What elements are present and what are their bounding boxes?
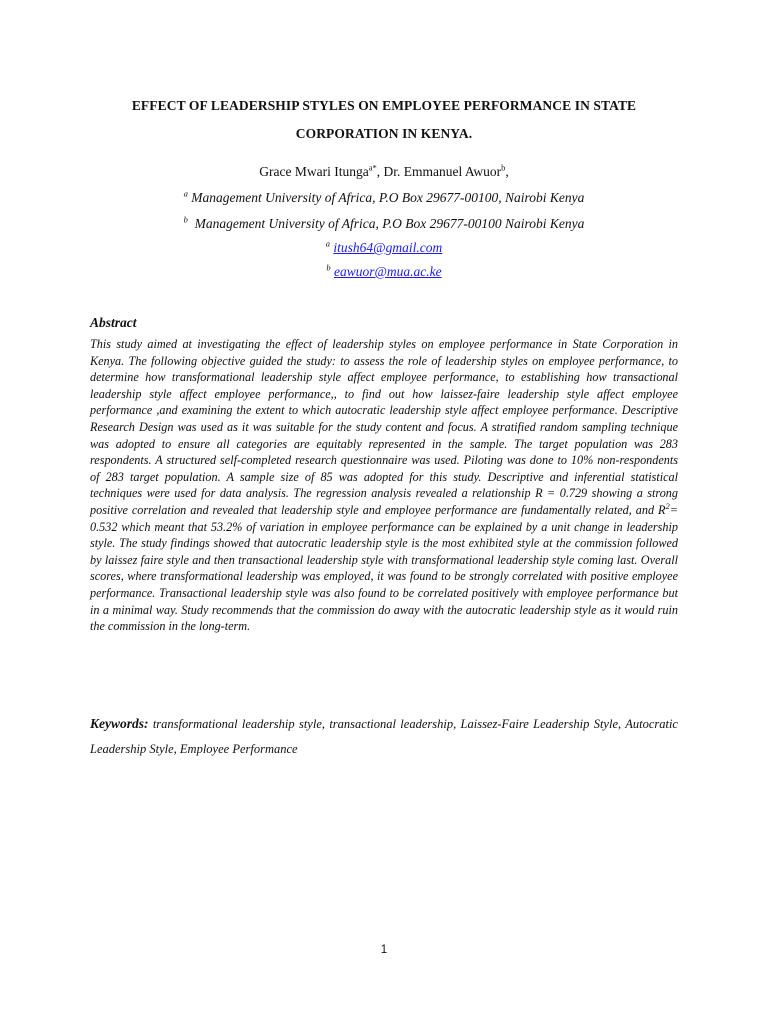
email-a [90,238,678,258]
author-separator: , [376,164,384,179]
affiliation-a-marker: a [183,188,188,199]
affiliation-b [90,214,678,234]
abstract-body [90,336,678,635]
affiliation-a [90,188,678,208]
affiliation-b-text: Management University of Africa, P.O Box 29677-00100 Nairobi Kenya [194,216,585,231]
author-2-name: Dr. Emmanuel Awuor [383,164,502,179]
author-2-marker: b [501,162,506,173]
keywords-text: transformational leadership style, transactional leadership, Laissez-Faire Leadership Style, Autocratic Leadership Style, Employee Performance [90,717,678,756]
abstract-heading: Abstract [90,315,137,330]
paper-title [90,92,678,148]
keywords-label: Keywords: [90,716,149,731]
page-number: 1 [380,944,388,956]
title-line-2: CORPORATION IN KENYA. [295,126,473,141]
affiliation-a-text: Management University of Africa, P.O Box 29677-00100, Nairobi Kenya [191,190,585,205]
author-list [90,162,678,182]
r-squared-superscript: 2 [665,500,670,511]
author-1-marker: a* [368,162,377,173]
email-a-marker: a [325,238,331,249]
email-b-link[interactable]: eawuor@mua.ac.ke [333,264,442,279]
abstract-text-part-1: This study aimed at investigating the effect of leadership styles on employee performance in State Corporation in Kenya. The following objective guided the study: to assess the role of leadership styles on employee performance, to determine how transformational leadership style affect employee performance, to establishing how transactional leadership style affect employee performance,, to find out how laissez-faire leadership style affect employee performance ,and examining the extent to which autocratic leadership style affect employee performance. Descriptive Research Design was used as it was suitable for the study content and focus. A stratified random sampling technique was adopted to ensure all categories are equitably represented in the sample. The target population was 283 respondents. A structured self-completed research questionnaire was used. Piloting was done to 10% non-respondents of 283 target population. A sample size of 85 was adopted for this study. Descriptive and inferential statistical techniques were used for data analysis. The regression analysis revealed a relationship R = 0.729 showing a strong positive correlation and revealed that leadership style and employee performance are fundamentally related, and R [90,337,678,517]
affiliation-b-marker: b [183,214,188,225]
email-b-marker: b [326,262,331,273]
author-trailing: , [505,164,509,179]
title-line-1: EFFECT OF LEADERSHIP STYLES ON EMPLOYEE PERFORMANCE IN STATE [131,98,637,113]
email-a-link[interactable]: itush64@gmail.com [333,240,443,255]
author-1-name: Grace Mwari Itunga [259,164,369,179]
abstract-text-part-2: = 0.532 which meant that 53.2% of variation in employee performance can be explained by a unit change in leadership style. The study findings showed that autocratic leadership style is the most exhibited style at the commission followed by laissez faire style and then transactional leadership style with transformational leadership style coming last. Overall scores, where transformational leadership was employed, it was found to be strongly correlated with positive employee performance. Transactional leadership style was also found to be correlated positively with employee performance but in a minimal way. Study recommends that the commission do away with the autocratic leadership style as it would ruin the commission in the long-term. [90,502,678,634]
email-b [90,262,678,282]
keywords-section [90,711,678,762]
